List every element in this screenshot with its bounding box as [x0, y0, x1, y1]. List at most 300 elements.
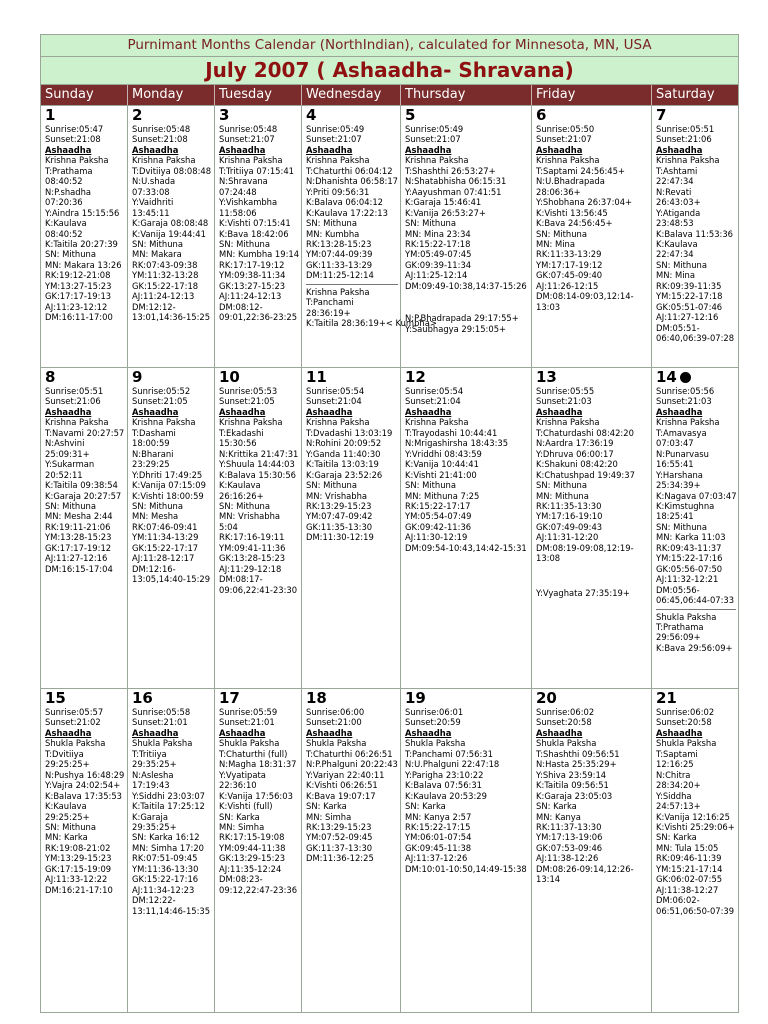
- panchang-line: AJ:11:25-12:14: [405, 270, 468, 281]
- panchang-line: AJ:11:37-12:26: [405, 853, 468, 864]
- panchang-line: T:Ekadashi: [219, 427, 264, 438]
- panchang-line: N:Chitra: [656, 769, 691, 780]
- panchang-line: N:U.Bhadrapada: [536, 176, 605, 187]
- panchang-line: SN: Karka 16:12: [132, 832, 200, 843]
- panchang-line: GK:09:39-11:34: [405, 259, 472, 270]
- panchang-line: K:Vanija 07:15:09: [132, 480, 206, 491]
- day-number-label: 10: [219, 368, 240, 386]
- panchang-line: Y:Harshana: [656, 469, 703, 480]
- panchang-line: 07:03:47: [656, 438, 694, 449]
- panchang-line: DM:08:14-09:03,12:14-: [536, 291, 634, 302]
- panchang-line: Sunrise:05:52: [132, 386, 191, 396]
- panchang-line: DM:12:22-: [132, 895, 176, 906]
- panchang-line: K:Vanija 19:44:41: [132, 228, 206, 239]
- day-cell: [215, 106, 302, 367]
- panchang-line: Y:Vajra 24:02:54+: [45, 780, 121, 791]
- day-number-label: 2: [132, 106, 143, 124]
- panchang-line: 25:09:31+: [45, 448, 90, 459]
- panchang-line: K:Vishti 21:41:00: [405, 469, 477, 480]
- weekday-sunday: Sunday: [41, 85, 128, 105]
- panchang-line: K:Vishti 07:15:41: [219, 218, 291, 229]
- panchang-line: AJ:11:32-12:21: [656, 574, 719, 585]
- panchang-line: GK:15:22-17:16: [132, 874, 199, 885]
- panchang-line: GK:07:53-09:46: [536, 842, 603, 853]
- panchang-line: K:Garaja 15:46:41: [405, 197, 482, 208]
- panchang-line: Y:Vishkambha: [219, 197, 278, 208]
- panchang-line: T:Dvadashi 13:03:19: [306, 427, 393, 438]
- panchang-line: Krishna Paksha: [405, 155, 469, 166]
- day-number: [405, 690, 529, 707]
- panchang-line: RK:17:17-19:12: [219, 259, 285, 270]
- panchang-line: DM:08:19-09:08,12:19-: [536, 542, 634, 553]
- panchang-line: Shukla Paksha: [405, 738, 466, 749]
- panchang-line: RK:17:16-19:11: [219, 532, 285, 543]
- panchang-line: GK:11:33-13:29: [306, 259, 373, 270]
- panchang-extra-line: K:Taitila 28:36:19+< Kumbha>: [306, 318, 437, 329]
- calendar-week: [41, 105, 738, 367]
- panchang-line: K:Kaulava: [656, 238, 698, 249]
- panchang-line: 13:01,14:36-15:25: [132, 312, 211, 323]
- panchang-line: K:Kaulava: [219, 480, 261, 491]
- panchang-line: YM:05:49-07:45: [405, 249, 472, 260]
- panchang-line: MN: Kumbha 19:14: [219, 249, 300, 260]
- panchang-extra-line: T:Panchami: [306, 297, 354, 308]
- panchang-line: K:Kimstughna: [656, 500, 715, 511]
- calendar-title: July 2007 ( Ashaadha- Shravana): [41, 57, 738, 85]
- panchang-line: Krishna Paksha: [45, 417, 109, 428]
- lunar-month-label: Ashaadha: [536, 144, 583, 155]
- lunar-month-label: Ashaadha: [306, 727, 353, 738]
- spacer: [405, 291, 529, 313]
- panchang-line: GK:05:51-07:46: [656, 301, 723, 312]
- panchang-line: Sunset:21:03: [656, 396, 712, 407]
- panchang-line: Krishna Paksha: [306, 417, 370, 428]
- panchang-line: SN: Mithuna: [536, 480, 587, 491]
- calendar-grid: [41, 105, 738, 1012]
- panchang-line: RK:09:43-11:37: [656, 542, 722, 553]
- day-number: [306, 107, 398, 124]
- panchang-line: Y:Siddha: [656, 790, 692, 801]
- panchang-line: Sunrise:05:57: [45, 707, 104, 717]
- panchang-line: T:Shashthi 09:56:51: [536, 748, 620, 759]
- day-cell: [401, 689, 532, 1012]
- panchang-line: YM:07:44-09:39: [306, 249, 373, 260]
- panchang-line: 20:52:11: [45, 469, 83, 480]
- panchang-line: SN: Mithuna: [219, 500, 270, 511]
- panchang-line: Sunset:20:58: [536, 717, 592, 728]
- lunar-month-label: Ashaadha: [656, 144, 703, 155]
- lunar-month-label: Ashaadha: [306, 406, 353, 417]
- panchang-line: T:Trayodashi 10:44:41: [405, 427, 498, 438]
- panchang-line: 13:03: [536, 301, 561, 312]
- day-number: [405, 369, 529, 386]
- panchang-line: DM:09:49-10:38,14:37-15:26: [405, 280, 527, 291]
- lunar-month-label: Ashaadha: [536, 406, 583, 417]
- panchang-line: Y:Parigha 23:10:22: [405, 769, 484, 780]
- panchang-line: K:Taitila 13:03:19: [306, 459, 379, 470]
- panchang-line: Sunrise:05:49: [405, 124, 464, 134]
- panchang-line: YM:15:22-17:16: [656, 553, 723, 564]
- day-number-label: 3: [219, 106, 230, 124]
- panchang-line: K:Bava 24:56:45+: [536, 218, 613, 229]
- panchang-line: YM:07:52-09:45: [306, 832, 373, 843]
- panchang-line: K:Bava 18:42:06: [219, 228, 289, 239]
- panchang-line: GK:09:45-11:38: [405, 842, 472, 853]
- panchang-line: YM:15:21-17:14: [656, 863, 723, 874]
- panchang-line: N:P.Phalguni 20:22:43: [306, 759, 398, 770]
- day-number: [45, 369, 125, 386]
- panchang-line: Sunrise:05:51: [656, 124, 715, 134]
- panchang-line: K:Garaja: [132, 811, 168, 822]
- panchang-line: T:Chaturdashi 08:42:20: [536, 427, 634, 438]
- panchang-line: MN: Karka 11:03: [656, 532, 726, 543]
- weekday-saturday: Saturday: [656, 87, 715, 102]
- day-cell: [652, 106, 738, 367]
- day-number: [219, 690, 299, 707]
- panchang-line: K:Balava 17:35:53: [45, 790, 123, 801]
- panchang-line: MN: Mesha: [132, 511, 179, 522]
- panchang-line: SN: Mithuna: [45, 500, 96, 511]
- panchang-line: AJ:11:33-12:22: [45, 874, 108, 885]
- lunar-month-label: Ashaadha: [405, 727, 452, 738]
- panchang-line: GK:07:45-09:40: [536, 270, 603, 281]
- panchang-line: SN: Mithuna: [405, 218, 456, 229]
- calendar-week: [41, 688, 738, 1012]
- panchang-line: RK:15:22-17:15: [405, 821, 471, 832]
- panchang-line: GK:17:17-19:13: [45, 291, 112, 302]
- day-number: [45, 107, 125, 124]
- panchang-line: Y:Shobhana 26:37:04+: [536, 197, 633, 208]
- panchang-line: AJ:11:38-12:27: [656, 884, 719, 895]
- panchang-line: T:Amavasya: [656, 427, 707, 438]
- panchang-line: Y:Shuula 14:44:03: [219, 459, 295, 470]
- panchang-line: RK:07:51-09:45: [132, 853, 198, 864]
- panchang-line: DM:10:01-10:50,14:49-15:38: [405, 863, 527, 874]
- panchang-line: RK:19:08-21:02: [45, 842, 111, 853]
- panchang-line: RK:15:22-17:17: [405, 500, 471, 511]
- panchang-line: T:Dashami: [132, 427, 176, 438]
- day-number-label: 17: [219, 689, 240, 707]
- panchang-line: Sunset:21:04: [306, 396, 362, 407]
- panchang-line: RK:13:29-15:23: [306, 821, 372, 832]
- panchang-line: Sunset:21:01: [132, 717, 188, 728]
- panchang-line: MN: Karka: [45, 832, 88, 843]
- panchang-line: Sunrise:06:02: [536, 707, 595, 717]
- panchang-line: 28:34:20+: [656, 780, 701, 791]
- panchang-extra-line: T:Prathama: [656, 621, 704, 632]
- panchang-line: N:Revati: [656, 186, 692, 197]
- panchang-line: 26:43:03+: [656, 197, 701, 208]
- panchang-line: MN: Kanya: [536, 811, 581, 822]
- panchang-line: N:Rohini 20:09:52: [306, 438, 382, 449]
- panchang-line: Shukla Paksha: [219, 738, 280, 749]
- panchang-extra-line: Y:Saubhagya 29:15:05+: [405, 323, 507, 334]
- panchang-line: SN: Mithuna: [405, 480, 456, 491]
- panchang-line: Sunrise:05:58: [132, 707, 191, 717]
- panchang-line: 23:48:53: [656, 218, 694, 229]
- panchang-line: N:Aardra 17:36:19: [536, 438, 614, 449]
- day-cell: [401, 368, 532, 688]
- panchang-line: T:Tritiiya 07:15:41: [219, 165, 294, 176]
- day-number-label: 5: [405, 106, 416, 124]
- day-number: [536, 107, 649, 124]
- panchang-line: 13:11,14:46-15:35: [132, 905, 211, 916]
- panchang-line: T:Chaturthi 06:04:12: [306, 165, 393, 176]
- panchang-line: DM:12:16-: [132, 563, 176, 574]
- panchang-line: K:Kaulava: [45, 218, 87, 229]
- panchang-line: T:Prathama: [45, 165, 93, 176]
- day-cell: [532, 689, 652, 1012]
- panchang-line: SN: Karka: [536, 801, 577, 812]
- panchang-line: K:Garaja 23:05:03: [536, 790, 613, 801]
- panchang-line: Y:Vyatipata: [219, 769, 266, 780]
- lunar-month-label: Ashaadha: [656, 727, 703, 738]
- panchang-line: YM:11:34-13:29: [132, 532, 199, 543]
- panchang-line: GK:17:15-19:09: [45, 863, 112, 874]
- panchang-line: GK:09:42-11:36: [405, 521, 472, 532]
- panchang-line: T:Saptami: [656, 748, 698, 759]
- panchang-line: 18:00:59: [132, 438, 170, 449]
- panchang-line: Krishna Paksha: [536, 417, 600, 428]
- panchang-line: SN: Mithuna: [306, 480, 357, 491]
- panchang-line: SN: Mithuna: [132, 500, 183, 511]
- panchang-line: K:Balava 15:30:56: [219, 469, 297, 480]
- panchang-line: 09:12,22:47-23:36: [219, 884, 298, 895]
- panchang-line: GK:11:35-13:30: [306, 521, 373, 532]
- panchang-line: YM:09:44-11:38: [219, 842, 286, 853]
- lunar-month-label: Ashaadha: [45, 144, 92, 155]
- day-cell: [401, 106, 532, 367]
- day-cell: [532, 106, 652, 367]
- panchang-line: YM:17:17-19:12: [536, 259, 603, 270]
- panchang-line: Sunset:21:01: [219, 717, 275, 728]
- panchang-line: Sunset:21:08: [45, 134, 101, 145]
- panchang-line: Sunrise:05:48: [219, 124, 278, 134]
- panchang-line: K:Vanija 10:44:41: [405, 459, 479, 470]
- panchang-line: SN: Mithuna: [132, 238, 183, 249]
- calendar-subtitle: Purnimant Months Calendar (NorthIndian), calculated for Minnesota, MN, USA: [41, 35, 738, 57]
- panchang-line: N:Bharani: [132, 448, 174, 459]
- panchang-line: YM:11:36-13:30: [132, 863, 199, 874]
- panchang-line: MN: Vrishabha: [306, 490, 368, 501]
- panchang-line: YM:09:38-11:34: [219, 270, 286, 281]
- weekday-thursday: Thursday: [401, 85, 532, 105]
- panchang-line: 29:35:25+: [132, 821, 177, 832]
- panchang-line: Krishna Paksha: [306, 155, 370, 166]
- panchang-line: N:Aslesha: [132, 769, 174, 780]
- panchang-line: K:Taitila 09:38:54: [45, 480, 118, 491]
- panchang-line: K:Garaja 23:52:26: [306, 469, 383, 480]
- panchang-line: Y:Vriddhi 08:43:59: [405, 448, 482, 459]
- panchang-line: Sunrise:05:59: [219, 707, 278, 717]
- panchang-line: N:Punarvasu: [656, 448, 709, 459]
- panchang-line: RK:13:29-15:23: [306, 500, 372, 511]
- panchang-line: 25:34:39+: [656, 480, 701, 491]
- panchang-line: YM:13:28-15:23: [45, 532, 112, 543]
- panchang-line: Y:Vaidhriti: [132, 197, 174, 208]
- panchang-line: K:Taitila 09:56:51: [536, 780, 609, 791]
- panchang-line: Sunset:21:06: [656, 134, 712, 145]
- day-number: [45, 690, 125, 707]
- lunar-month-label: Ashaadha: [132, 144, 179, 155]
- panchang-line: K:Vishti 25:29:06+: [656, 821, 735, 832]
- panchang-line: K:Vishti 06:26:51: [306, 780, 378, 791]
- panchang-line: YM:17:16-19:10: [536, 511, 603, 522]
- panchang-line: 16:55:41: [656, 459, 694, 470]
- panchang-line: Sunrise:06:02: [656, 707, 715, 717]
- day-cell: [41, 106, 128, 367]
- panchang-line: 22:36:10: [219, 780, 257, 791]
- panchang-line: N:Ashvini: [45, 438, 85, 449]
- day-number: [132, 369, 212, 386]
- panchang-line: 13:08: [536, 553, 561, 564]
- panchang-line: RK:19:12-21:08: [45, 270, 111, 281]
- panchang-line: RK:09:39-11:35: [656, 280, 722, 291]
- panchang-line: 07:33:08: [132, 186, 170, 197]
- panchang-line: 29:35:25+: [132, 759, 177, 770]
- panchang-line: GK:11:37-13:30: [306, 842, 373, 853]
- weekday-tuesday: Tuesday: [215, 85, 302, 105]
- day-number-label: 16: [132, 689, 153, 707]
- lunar-month-label: Ashaadha: [132, 406, 179, 417]
- weekday-friday: Friday: [532, 85, 652, 105]
- panchang-line: Sunset:21:06: [45, 396, 101, 407]
- panchang-line: Krishna Paksha: [656, 155, 720, 166]
- day-cell: [41, 368, 128, 688]
- panchang-line: GK:15:22-17:17: [132, 542, 199, 553]
- day-number: [656, 690, 736, 707]
- panchang-extra-line: Shukla Paksha: [656, 611, 717, 622]
- day-cell: [532, 368, 652, 688]
- panchang-line: Sunrise:05:54: [405, 386, 464, 396]
- panchang-line: Y:Aindra 15:15:56: [45, 207, 120, 218]
- day-number: [656, 107, 736, 124]
- panchang-line: K:Bava 19:07:17: [306, 790, 376, 801]
- panchang-line: RK:07:43-09:38: [132, 259, 198, 270]
- panchang-line: K:Shakuni 08:42:20: [536, 459, 618, 470]
- panchang-line: DM:08:12-: [219, 301, 263, 312]
- panchang-line: GK:07:49-09:43: [536, 521, 603, 532]
- panchang-line: DM:08:17-: [219, 574, 263, 585]
- panchang-line: AJ:11:24-12:13: [132, 291, 195, 302]
- panchang-line: DM:05:51-: [656, 322, 700, 333]
- panchang-line: Krishna Paksha: [656, 417, 720, 428]
- panchang-line: MN: Simha 17:20: [132, 842, 205, 853]
- panchang-line: AJ:11:27-12:16: [656, 312, 719, 323]
- panchang-line: K:Chatushpad 19:49:37: [536, 469, 635, 480]
- panchang-line: SN: Mithuna: [45, 249, 96, 260]
- panchang-line: N:Shravana: [219, 176, 268, 187]
- day-number-label: 15: [45, 689, 66, 707]
- lunar-month-label: Ashaadha: [45, 406, 92, 417]
- day-number: [306, 690, 398, 707]
- day-number-label: 19: [405, 689, 426, 707]
- panchang-line: N:Magha 18:31:37: [219, 759, 297, 770]
- panchang-line: DM:06:02-: [656, 895, 700, 906]
- day-cell: [302, 368, 401, 688]
- panchang-line: DM:05:56-: [656, 584, 700, 595]
- panchang-line: DM:08:23-: [219, 874, 263, 885]
- panchang-line: 06:51,06:50-07:39: [656, 905, 735, 916]
- panchang-line: 29:25:25+: [45, 811, 90, 822]
- panchang-line: MN: Makara 13:26: [45, 259, 122, 270]
- panchang-line: Sunrise:05:54: [306, 386, 365, 396]
- panchang-line: K:Vishti 18:00:59: [132, 490, 204, 501]
- panchang-line: RK:13:28-15:23: [306, 238, 372, 249]
- panchang-line: 24:57:13+: [656, 801, 701, 812]
- panchang-line: Y:Dhruva 06:00:17: [536, 448, 614, 459]
- panchang-line: Sunset:21:04: [405, 396, 461, 407]
- new-moon-icon: [680, 372, 691, 383]
- panchang-line: Shukla Paksha: [536, 738, 597, 749]
- panchang-line: Sunrise:05:48: [132, 124, 191, 134]
- panchang-line: DM:09:54-10:43,14:42-15:31: [405, 542, 527, 553]
- panchang-line: K:Garaja 20:27:57: [45, 490, 122, 501]
- lunar-month-label: Ashaadha: [405, 406, 452, 417]
- day-number: [405, 107, 529, 124]
- panchang-line: Sunset:21:07: [306, 134, 362, 145]
- panchang-line: Y:Shiva 23:59:14: [536, 769, 607, 780]
- panchang-line: MN: Kumbha: [306, 228, 360, 239]
- panchang-line: K:Kaulava: [45, 801, 87, 812]
- panchang-line: SN: Mithuna: [45, 821, 96, 832]
- panchang-line: 5:04: [219, 521, 238, 532]
- panchang-line: T:Chaturthi 06:26:51: [306, 748, 393, 759]
- panchang-extra-line: K:Bava 29:56:09+: [656, 642, 733, 653]
- day-number-label: 18: [306, 689, 327, 707]
- panchang-line: N:Dhanishta 06:58:17: [306, 176, 398, 187]
- panchang-line: K:Kaulava 20:53:29: [405, 790, 487, 801]
- panchang-line: 08:40:52: [45, 228, 83, 239]
- panchang-line: K:Balava 07:56:31: [405, 780, 483, 791]
- panchang-line: MN: Simha: [306, 811, 352, 822]
- panchang-line: Sunset:20:58: [656, 717, 712, 728]
- day-number-label: 12: [405, 368, 426, 386]
- panchang-line: DM:16:15-17:04: [45, 563, 113, 574]
- panchang-line: MN: Tula 15:05: [656, 842, 719, 853]
- panchang-line: SN: Mithuna: [656, 521, 707, 532]
- day-number-label: 13: [536, 368, 557, 386]
- panchang-line: Sunrise:05:50: [536, 124, 595, 134]
- panchang-line: K:Balava 11:53:36: [656, 228, 734, 239]
- day-number: [219, 107, 299, 124]
- panchang-line: Sunrise:05:47: [45, 124, 104, 134]
- panchang-line: Y:Dhriti 17:49:25: [132, 469, 203, 480]
- panchang-line: AJ:11:26-12:15: [536, 280, 599, 291]
- panchang-line: MN: Vrishabha: [219, 511, 281, 522]
- panchang-line: Sunrise:05:51: [45, 386, 104, 396]
- panchang-line: Sunset:21:02: [45, 717, 101, 728]
- panchang-line: DM:08:26-09:14,12:26-: [536, 863, 634, 874]
- day-number-label: 14: [656, 368, 677, 386]
- panchang-line: T:Chaturthi (full): [219, 748, 288, 759]
- panchang-line: DM:11:30-12:19: [306, 532, 374, 543]
- panchang-line: N:U.shada: [132, 176, 176, 187]
- day-cell: [128, 368, 215, 688]
- panchang-line: K:Nagava 07:03:47: [656, 490, 737, 501]
- day-number-label: 9: [132, 368, 143, 386]
- panchang-line: MN: Makara: [132, 249, 182, 260]
- panchang-line: 26:16:26+: [219, 490, 264, 501]
- panchang-line: RK:17:15-19:08: [219, 832, 285, 843]
- lunar-month-label: Ashaadha: [132, 727, 179, 738]
- lunar-month-label: Ashaadha: [536, 727, 583, 738]
- panchang-line: AJ:11:31-12:20: [536, 532, 599, 543]
- day-cell: [302, 689, 401, 1012]
- panchang-line: DM:11:36-12:25: [306, 853, 374, 864]
- panchang-line: K:Vanija 26:53:27+: [405, 207, 486, 218]
- panchang-line: K:Taitila 17:25:12: [132, 801, 205, 812]
